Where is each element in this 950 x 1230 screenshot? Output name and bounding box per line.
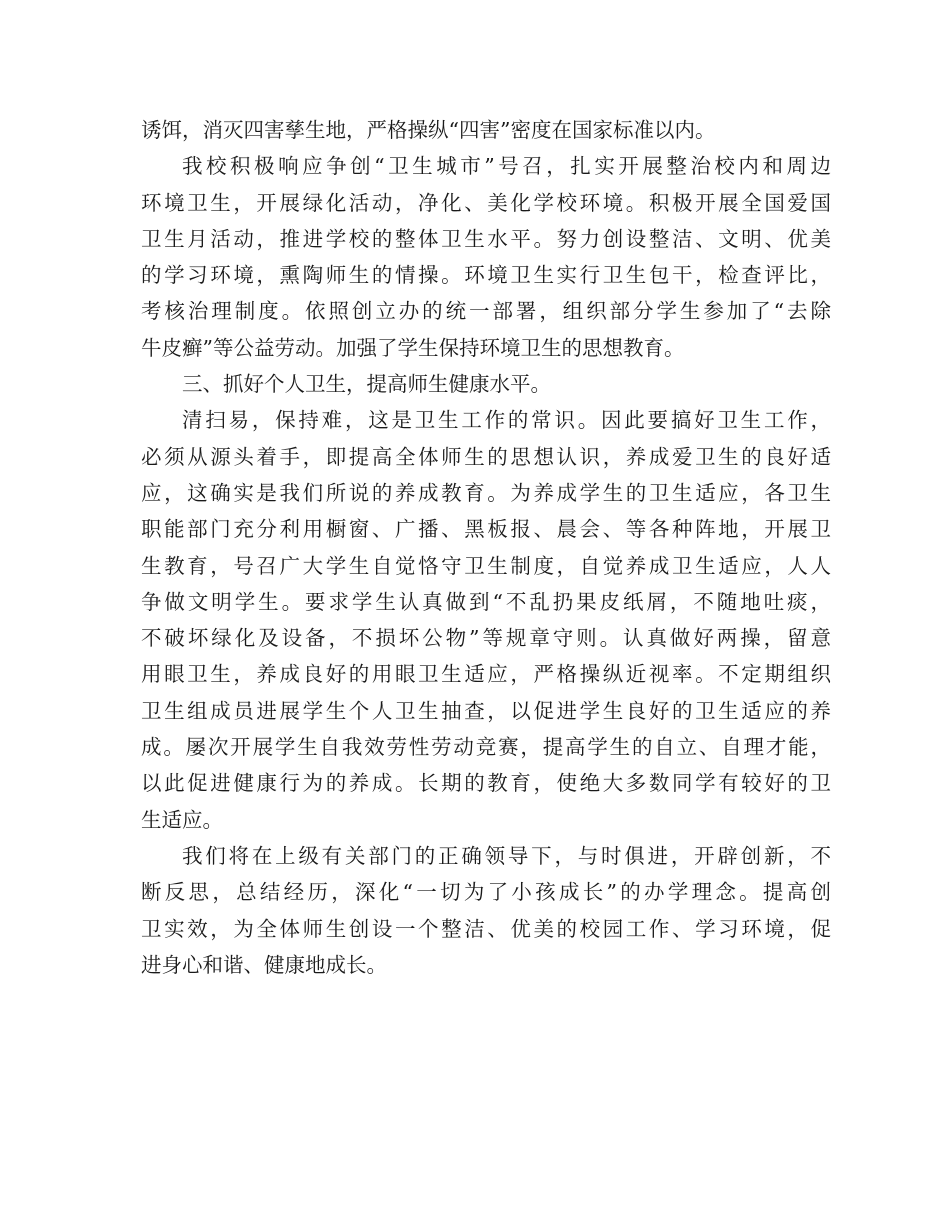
text-line: 职能部门充分利用橱窗、广播、黑板报、晨会、等各种阵地，开展卫 [141, 517, 831, 542]
text-line: 诱饵，消灭四害孳生地，严格操纵“四害”密度在国家标准以内。 [141, 118, 716, 142]
text-line: 断反思，总结经历，深化“一切为了小孩成长”的办学理念。提高创 [141, 880, 831, 905]
text-line: 生教育，号召广大学生自觉恪守卫生制度，自觉养成卫生适应，人人 [141, 553, 831, 578]
text-line: 我们将在上级有关部门的正确领导下，与时俱进，开辟创新，不 [182, 843, 831, 868]
text-line: 环境卫生，开展绿化活动，净化、美化学校环境。积极开展全国爱国 [141, 190, 831, 215]
text-line: 清扫易，保持难，这是卫生工作的常识。因此要搞好卫生工作， [182, 408, 831, 433]
document-body [141, 112, 831, 983]
text-line: 不破坏绿化及设备，不损坏公物”等规章守则。认真做好两操，留意 [141, 626, 831, 651]
text-line: 进身心和谐、健康地成长。 [141, 952, 387, 977]
text-line: 应，这确实是我们所说的养成教育。为养成学生的卫生适应，各卫生 [141, 480, 831, 505]
text-line: 的学习环境，熏陶师生的情操。环境卫生实行卫生包干，检查评比， [141, 263, 831, 288]
text-line: 用眼卫生，养成良好的用眼卫生适应，严格操纵近视率。不定期组织 [141, 662, 831, 687]
text-line: 必须从源头着手，即提高全体师生的思想认识，养成爱卫生的良好适 [141, 444, 831, 469]
text-line: 生适应。 [141, 807, 223, 832]
text-line: 以此促进健康行为的养成。长期的教育，使绝大多数同学有较好的卫 [141, 771, 831, 796]
text-line: 牛皮癣”等公益劳动。加强了学生保持环境卫生的思想教育。 [141, 335, 685, 360]
text-line: 卫实效，为全体师生创设一个整洁、优美的校园工作、学习环境，促 [141, 916, 831, 941]
text-line: 成。屡次开展学生自我效劳性劳动竞赛，提高学生的自立、自理才能， [141, 735, 831, 760]
section-heading: 三、抓好个人卫生，提高师生健康水平。 [182, 372, 551, 397]
text-line: 我校积极响应争创“卫生城市”号召，扎实开展整治校内和周边 [182, 154, 831, 179]
text-line: 卫生组成员进展学生个人卫生抽查，以促进学生良好的卫生适应的养 [141, 698, 831, 723]
text-line: 卫生月活动，推进学校的整体卫生水平。努力创设整洁、文明、优美 [141, 226, 831, 251]
text-line: 考核治理制度。依照创立办的统一部署，组织部分学生参加了“去除 [141, 299, 831, 324]
text-line: 争做文明学生。要求学生认真做到“不乱扔果皮纸屑，不随地吐痰， [141, 589, 831, 614]
